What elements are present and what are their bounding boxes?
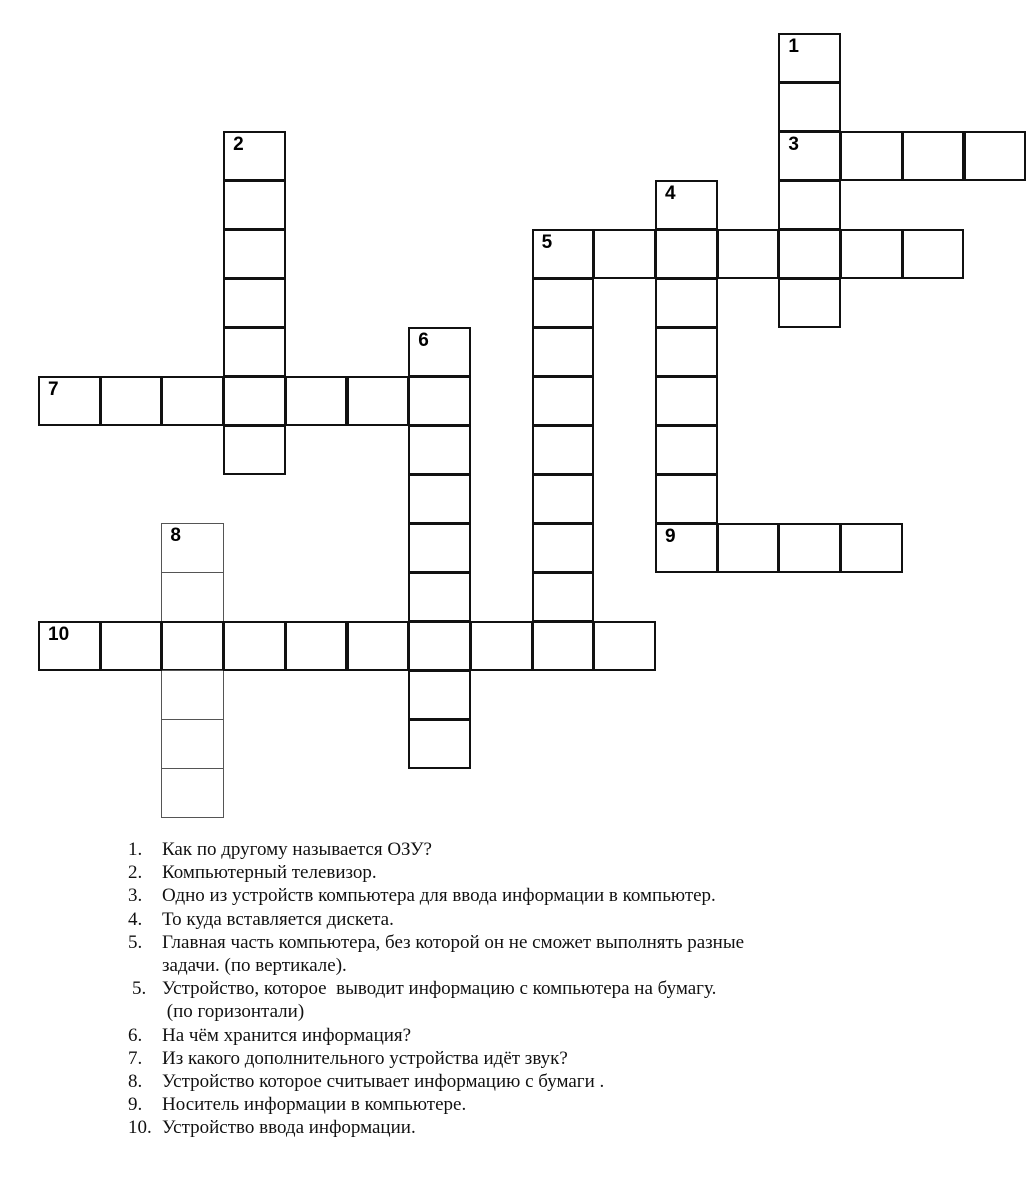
- crossword-cell[interactable]: [532, 425, 595, 475]
- crossword-cell[interactable]: [408, 376, 471, 426]
- crossword-cell[interactable]: [100, 376, 163, 426]
- crossword-cell[interactable]: [655, 278, 718, 328]
- crossword-cell[interactable]: [470, 621, 533, 671]
- crossword-cell[interactable]: [161, 670, 224, 720]
- cell-number: 9: [665, 526, 676, 547]
- crossword-cell[interactable]: [778, 180, 841, 230]
- crossword-cell[interactable]: [408, 621, 471, 671]
- clue-item: [128, 838, 1008, 861]
- crossword-cell[interactable]: [285, 376, 348, 426]
- crossword-cell[interactable]: [778, 229, 841, 279]
- crossword-cell[interactable]: [655, 180, 718, 230]
- clue-item: [128, 1116, 1008, 1139]
- crossword-cell[interactable]: [532, 621, 595, 671]
- crossword-cell[interactable]: [223, 278, 286, 328]
- clue-number: 3.: [128, 885, 143, 907]
- clue-item: [128, 1070, 1008, 1093]
- crossword-cell[interactable]: [593, 229, 656, 279]
- crossword-cell[interactable]: [532, 572, 595, 622]
- crossword-cell[interactable]: [532, 327, 595, 377]
- crossword-cell[interactable]: [161, 376, 224, 426]
- crossword-cell[interactable]: [532, 474, 595, 524]
- clue-number: 8.: [128, 1071, 143, 1093]
- clue-number: 6.: [128, 1024, 143, 1046]
- crossword-cell[interactable]: [408, 670, 471, 720]
- clue-text: Главная часть компьютера, без которой он не сможет выполнять разные задачи. (по вертикале).: [162, 931, 745, 977]
- clue-item: [128, 884, 1008, 907]
- clue-item: [128, 861, 1008, 884]
- clue-number: 10.: [128, 1117, 152, 1139]
- clue-number: 5.: [128, 931, 143, 953]
- cell-number: 3: [788, 134, 799, 155]
- crossword-cell[interactable]: [532, 523, 595, 573]
- clue-text: Одно из устройств компьютера для ввода информации в компьютер.: [162, 885, 716, 907]
- crossword-cell[interactable]: [100, 621, 163, 671]
- clue-number: 7.: [128, 1047, 143, 1069]
- crossword-cell[interactable]: [532, 229, 595, 279]
- crossword-cell[interactable]: [532, 278, 595, 328]
- crossword-cell[interactable]: [408, 572, 471, 622]
- clue-text: Устройство которое считывает информацию с бумаги .: [162, 1071, 605, 1093]
- crossword-cell[interactable]: [655, 425, 718, 475]
- crossword-cell[interactable]: [717, 229, 780, 279]
- crossword-cell[interactable]: [778, 82, 841, 132]
- crossword-cell[interactable]: [655, 523, 718, 573]
- clue-number: 5.: [132, 978, 147, 1000]
- clue-text: Компьютерный телевизор.: [162, 862, 377, 884]
- clue-text: Из какого дополнительного устройства идёт звук?: [162, 1047, 568, 1069]
- crossword-cell[interactable]: [161, 621, 224, 671]
- crossword-cell[interactable]: [532, 376, 595, 426]
- crossword-cell[interactable]: [964, 131, 1027, 181]
- crossword-cell[interactable]: [408, 523, 471, 573]
- crossword-cell[interactable]: [347, 621, 410, 671]
- crossword-cell[interactable]: [223, 327, 286, 377]
- crossword-cell[interactable]: [778, 131, 841, 181]
- cell-number: 8: [170, 525, 181, 546]
- clue-text: То куда вставляется дискета.: [162, 908, 394, 930]
- clue-text: Носитель информации в компьютере.: [162, 1094, 467, 1116]
- clue-text: Как по другому называется ОЗУ?: [162, 839, 432, 860]
- crossword-cell[interactable]: [38, 621, 101, 671]
- cell-number: 7: [48, 379, 59, 400]
- crossword-cell[interactable]: [408, 719, 471, 769]
- clue-item: [128, 977, 1008, 1023]
- clue-item: [128, 1047, 1008, 1070]
- crossword-cell[interactable]: [778, 523, 841, 573]
- crossword-cell[interactable]: [408, 474, 471, 524]
- crossword-cell[interactable]: [161, 523, 224, 573]
- crossword-cell[interactable]: [223, 376, 286, 426]
- crossword-cell[interactable]: [655, 474, 718, 524]
- crossword-cell[interactable]: [655, 327, 718, 377]
- crossword-cell[interactable]: [778, 278, 841, 328]
- crossword-cell[interactable]: [593, 621, 656, 671]
- crossword-cell[interactable]: [655, 376, 718, 426]
- crossword-cell[interactable]: [840, 131, 903, 181]
- crossword-cell[interactable]: [161, 719, 224, 769]
- crossword-cell[interactable]: [161, 572, 224, 622]
- crossword-cell[interactable]: [223, 131, 286, 181]
- crossword-cell[interactable]: [778, 33, 841, 83]
- crossword-cell[interactable]: [902, 229, 965, 279]
- crossword-cell[interactable]: [347, 376, 410, 426]
- crossword-cell[interactable]: [223, 425, 286, 475]
- crossword-cell[interactable]: [655, 229, 718, 279]
- crossword-cell[interactable]: [223, 621, 286, 671]
- clue-number: 9.: [128, 1094, 143, 1116]
- clue-list: [128, 838, 1008, 1140]
- cell-number: 4: [665, 183, 676, 204]
- clue-item: [128, 1024, 1008, 1047]
- clue-item: [128, 931, 1008, 977]
- cell-number: 2: [233, 134, 244, 155]
- clue-number: 1.: [128, 839, 143, 860]
- crossword-cell[interactable]: [223, 229, 286, 279]
- clue-number: 4.: [128, 908, 143, 930]
- cell-number: 5: [541, 232, 553, 253]
- crossword-cell[interactable]: [408, 425, 471, 475]
- clue-number: 2.: [128, 862, 143, 884]
- crossword-cell[interactable]: [223, 180, 286, 230]
- cell-number: 6: [418, 330, 429, 351]
- clue-item: [128, 1093, 1008, 1116]
- clue-text: Устройство, которое выводит информацию с компьютера на бумагу. (по горизонтали): [162, 978, 717, 1023]
- crossword-cell[interactable]: [840, 229, 903, 279]
- crossword-cell[interactable]: [717, 523, 780, 573]
- cell-number: 1: [788, 36, 799, 57]
- clue-text: Устройство ввода информации.: [162, 1117, 416, 1139]
- crossword-cell[interactable]: [902, 131, 965, 181]
- crossword-cell[interactable]: [840, 523, 903, 573]
- cell-number: 10: [48, 624, 70, 645]
- crossword-cell[interactable]: [408, 327, 471, 377]
- crossword-cell[interactable]: [38, 376, 101, 426]
- clue-text: На чём хранится информация?: [162, 1024, 412, 1046]
- crossword-cell[interactable]: [161, 768, 224, 818]
- crossword-cell[interactable]: [285, 621, 348, 671]
- clue-item: [128, 908, 1008, 931]
